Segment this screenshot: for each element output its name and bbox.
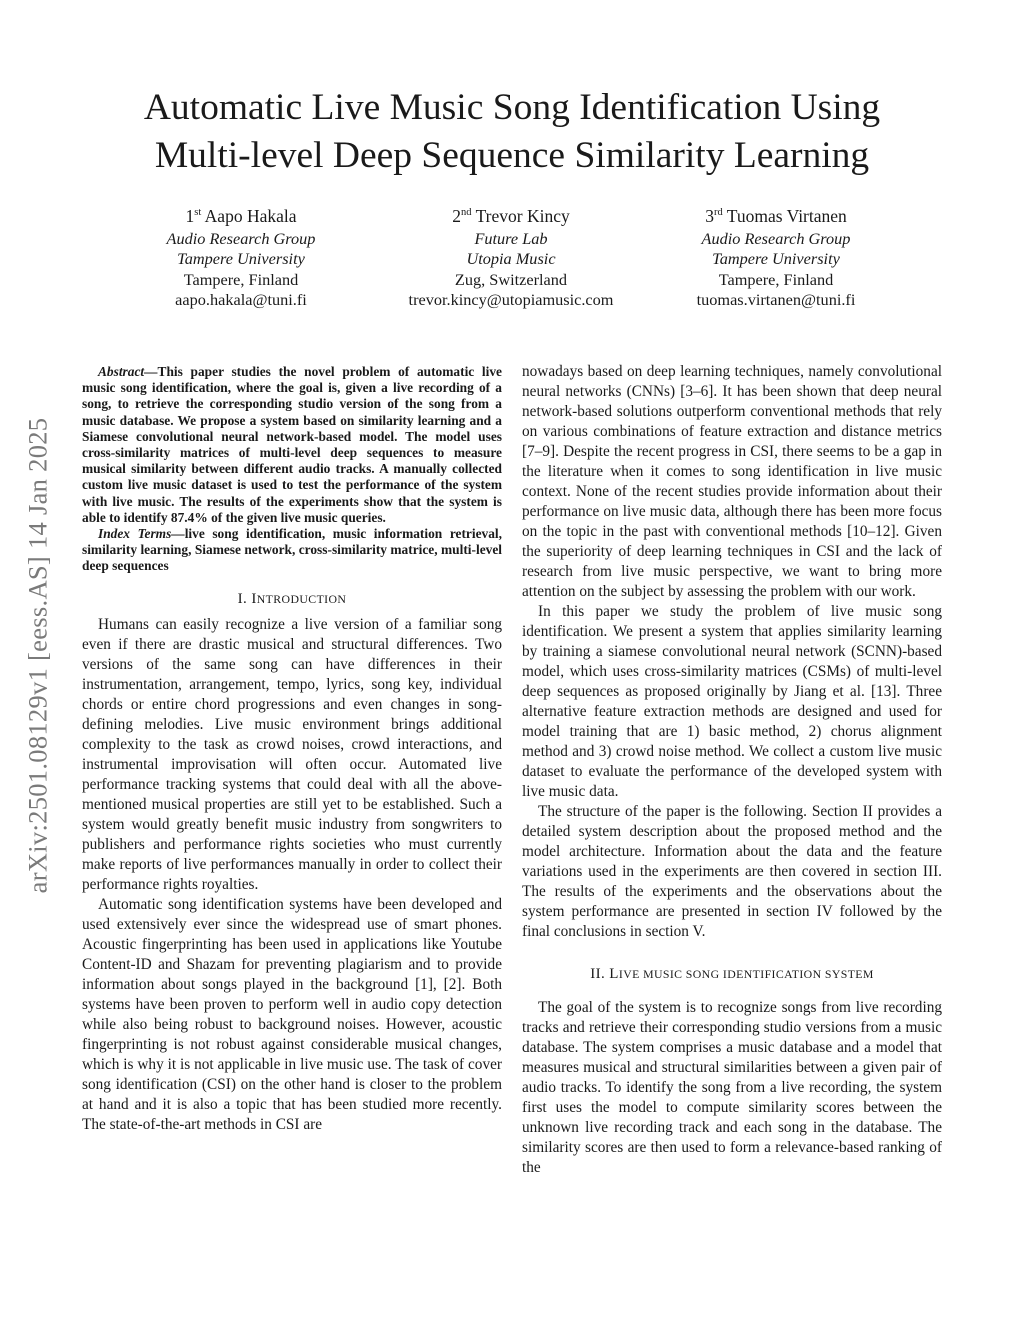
author-email[interactable]: aapo.hakala@tuni.fi [175, 290, 307, 310]
section-title-rest: IVE MUSIC SONG IDENTIFICATION SYSTEM [618, 967, 874, 981]
author-name-line [676, 200, 876, 229]
right-column [522, 362, 942, 1178]
author-group: Audio Research Group [166, 228, 316, 248]
intro-paragraph-3: In this paper we study the problem of live music song identification. We present a system that applies similarity learning by training a siamese convolutional neural network (SCNN)-based model, which uses cross-similarity matrices (CSMs) of multi-level deep sequences as proposed originally by Jiang et al. [13]. Three alternative feature extraction methods are designed and used for model training that are 1) basic method, 2) chorus alignment method and 3) crowd noise method. We collect a custom live music dataset to evaluate the performance of the developed system with live music data. [522, 603, 942, 800]
section-heading-introduction [82, 589, 502, 609]
author-org: Tampere University [177, 249, 305, 269]
author-block-1 [141, 200, 341, 311]
author-email[interactable]: tuomas.virtanen@tuni.fi [696, 290, 856, 310]
author-block-3 [676, 200, 876, 311]
title-line-1: Automatic Live Music Song Identification Using [143, 87, 881, 128]
author-location: Tampere, Finland [183, 269, 299, 289]
author-name: Tuomas Virtanen [726, 205, 847, 226]
author-org: Utopia Music [466, 249, 556, 269]
author-name-line [141, 200, 341, 229]
intro-paragraph-2: Automatic song identification systems have been developed and used extensively ever since the widespread use of smart phones. Acoustic fingerprinting has been used in applications like Youtube Content-ID and Shazam for preventing plagiarism and to provide information about songs played in the background [1], [2]. Both systems have been proven to perform well in audio copy detection while also being robust to background noises. However, acoustic fingerprinting is not robust against considerable musical changes, which is why it is not applicable in live music use. The task of cover song identification (CSI) on the other hand is closer to the problem at hand and it is also a topic that has been studied more recently. The state-of-the-art methods in CSI are [82, 895, 502, 1133]
section-numeral: I. [237, 590, 248, 607]
title-line-2: Multi-level Deep Sequence Similarity Learning [154, 135, 870, 176]
intro-paragraph-4: The structure of the paper is the following. Section II provides a detailed system description about the proposed method and the model architecture. Information about the data and the feature variations used in the experiments are then covered in section III. The results of the experiments and the observations about the system performance are presented in section IV followed by the final conclusions in section V. [522, 803, 942, 940]
section-numeral: II. [590, 966, 606, 982]
author-name: Aapo Hakala [204, 205, 297, 226]
section-initial: L [609, 966, 619, 982]
section-title-rest: NTRODUCTION [256, 591, 347, 606]
arxiv-id: arXiv:2501.08129v1 [eess.AS] 14 Jan 2025 [22, 417, 53, 893]
index-terms-label: Index Terms— [98, 526, 185, 542]
author-group: Future Lab [474, 228, 548, 248]
abstract-text: This paper studies the novel problem of automatic live music song identification, where the goal is, given a live recording of a song, to retrieve the corresponding studio version of the song from a music database. We propose a system based on similarity learning and a Siamese convolutional neural network-based model. The model uses cross-similarity matrices of multi-level deep sequences to measure musical similarity between different audio tracks. A manually collected custom live music dataset is used to test the performance of the system with live music. The results of the experiments show that the system is able to identify 87.4% of the given live music queries. [82, 364, 502, 525]
author-ordinal-suffix: st [194, 207, 202, 218]
abstract-label: Abstract— [98, 364, 158, 379]
section-heading-system [522, 964, 942, 984]
author-ordinal: 2 [452, 205, 462, 226]
left-column [82, 364, 502, 1135]
author-group: Audio Research Group [701, 228, 851, 248]
arxiv-stamp [18, 350, 58, 960]
author-ordinal-suffix: nd [461, 207, 472, 218]
index-terms [82, 526, 502, 575]
intro-paragraph-2-continued: nowadays based on deep learning techniques, namely convolutional neural networks (CNNs) [3–6]. It has been shown that deep neural network-based solutions outperform conventional methods that rely on various combinations of feature extraction and distance metrics [7–9]. Despite the recent progress in CSI, there seems to be a gap in the literature when it comes to song identification in live music context. None of the recent studies provide information about their performance on live music data, although there has been more focus on the topic in the past with conventional methods [10–12]. Given the superiority of deep learning techniques in CSI and the lack of research from live music perspective, we want to bring more attention on the subject by assessing the problem with our work. [522, 363, 942, 600]
index-terms-text: live song identification, music information retrieval, similarity learning, Siamese network, cross-similarity matrice, multi-level deep sequences [82, 526, 502, 574]
author-ordinal: 1 [185, 205, 195, 226]
paper-title [60, 84, 964, 180]
intro-paragraph-1: Humans can easily recognize a live version of a familiar song even if there are drastic musical and structural differences. Two versions of the same song can have differences in their instrumentation, arrangement, tempo, lyrics, song key, individual chords or entire chord progressions and even changes in song-defining melodies. Live music environment brings additional complexity to the task as crowd noises, crowd interactions, and instrumental improvisation will often occur. Automated live performance tracking systems that could deal with all the above-mentioned musical properties are still yet to be established. Such a system would greatly benefit music industry from songwriters to publishers and performance rights societies who must currently make reports of live performances manually in order to collect their performance rights royalties. [82, 615, 502, 893]
author-block-2 [381, 200, 641, 311]
author-ordinal-suffix: rd [713, 207, 723, 218]
author-location: Tampere, Finland [718, 269, 834, 289]
author-name: Trevor Kincy [475, 205, 570, 226]
author-email[interactable]: trevor.kincy@utopiamusic.com [408, 290, 614, 310]
author-org: Tampere University [712, 249, 840, 269]
author-location: Zug, Switzerland [454, 269, 568, 289]
author-ordinal: 3 [705, 205, 714, 226]
abstract [82, 364, 502, 526]
system-paragraph-1: The goal of the system is to recognize songs from live recording tracks and retrieve their corresponding studio versions from a music database. The system comprises a music database and a model that measures musical and structural similarities between a given pair of audio tracks. To identify the song from a live recording, the system first uses the model to compute similarity scores between the unknown live recording track and each song in the database. The similarity scores are then used to form a relevance-based ranking of the [522, 999, 942, 1176]
author-name-line [381, 200, 641, 229]
section-initial: I [251, 590, 257, 607]
